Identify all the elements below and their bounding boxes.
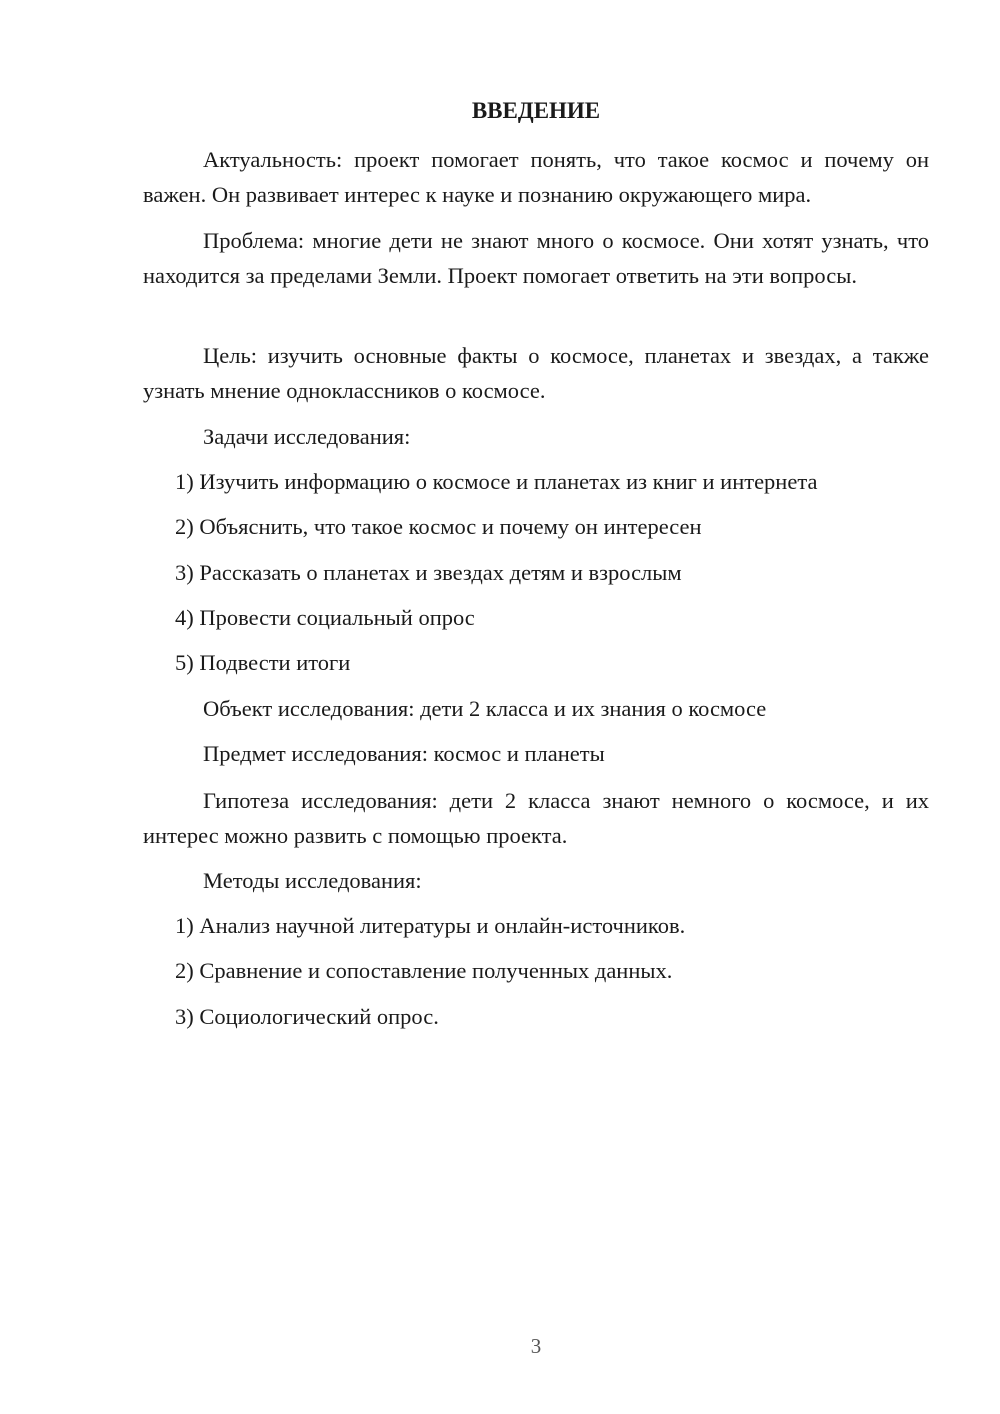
list-item: 4) Провести социальный опрос: [175, 605, 475, 630]
list-item: 2) Сравнение и сопоставление полученных данных.: [175, 958, 673, 983]
research-object: Объект исследования: дети 2 класса и их знания о космосе: [203, 696, 767, 721]
list-item: 5) Подвести итоги: [175, 650, 351, 675]
research-subject: Предмет исследования: космос и планеты: [203, 741, 605, 766]
page-number: 3: [530, 1334, 542, 1358]
relevance-paragraph: Актуальность: проект помогает понять, что такое космос и почему он важен. Он развивает интерес к науке и познанию окружающего мира.: [143, 147, 929, 207]
list-item: 1) Изучить информацию о космосе и планетах из книг и интернета: [175, 469, 818, 494]
list-item: 3) Рассказать о планетах и звездах детям и взрослым: [175, 560, 682, 585]
list-item: 3) Социологический опрос.: [175, 1004, 439, 1029]
tasks-heading: Задачи исследования:: [203, 424, 411, 449]
goal-paragraph: Цель: изучить основные факты о космосе, планетах и звездах, а также узнать мнение одноклассников о космосе.: [143, 343, 929, 403]
section-title: ВВЕДЕНИЕ: [471, 98, 601, 123]
problem-paragraph: Проблема: многие дети не знают много о космосе. Они хотят узнать, что находится за пределами Земли. Проект помогает ответить на эти вопросы.: [143, 228, 929, 288]
list-item: 2) Объяснить, что такое космос и почему он интересен: [175, 514, 702, 539]
methods-heading: Методы исследования:: [203, 868, 422, 893]
list-item: 1) Анализ научной литературы и онлайн-источников.: [175, 913, 686, 938]
hypothesis-paragraph: Гипотеза исследования: дети 2 класса знают немного о космосе, и их интерес можно развить с помощью проекта.: [143, 788, 929, 848]
